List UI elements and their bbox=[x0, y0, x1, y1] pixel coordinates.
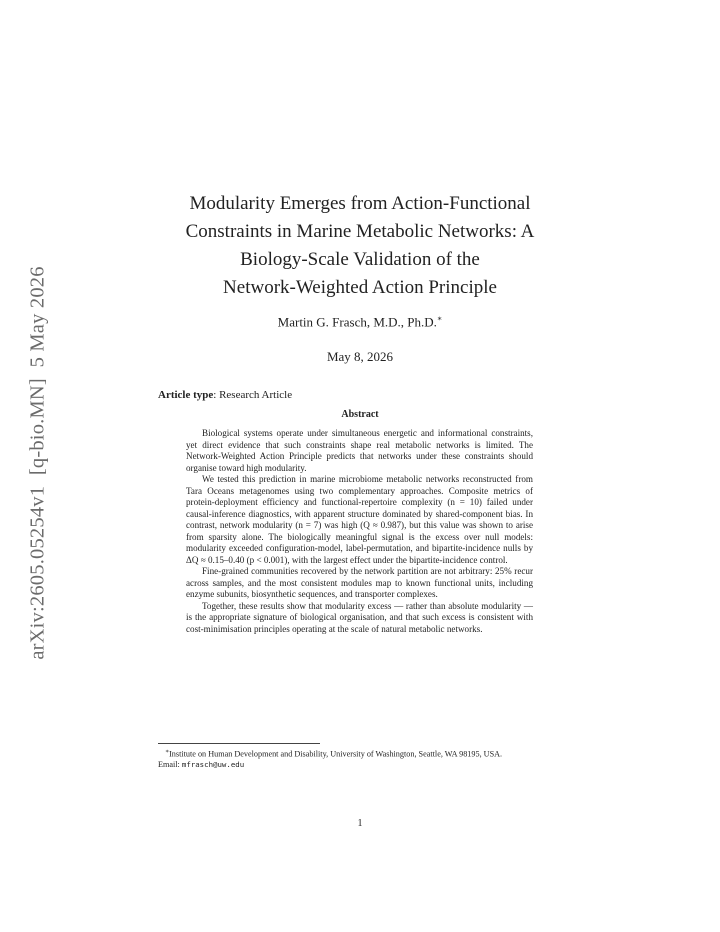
paper-title bbox=[140, 190, 580, 302]
publication-date: May 8, 2026 bbox=[326, 349, 394, 364]
title-line: Network-Weighted Action Principle bbox=[223, 277, 497, 298]
article-type bbox=[158, 389, 292, 401]
author-email-link[interactable]: mfrasch@uw.edu bbox=[181, 760, 245, 770]
footnote bbox=[158, 747, 568, 771]
footnote-rule bbox=[158, 743, 320, 744]
footnote-mark: ∗ bbox=[165, 749, 170, 755]
page-number: 1 bbox=[357, 818, 363, 829]
email-label: Email: bbox=[158, 760, 182, 770]
article-type-value: : Research Article bbox=[213, 389, 293, 401]
article-type-label: Article type bbox=[158, 389, 214, 401]
abstract-heading: Abstract bbox=[341, 409, 379, 420]
abstract-paragraph: Fine-grained communities recovered by the network partition are not arbitrary: 25% recur across samples, and the most consistent modules map to known functional units, including enzyme subunits, biosynthetic sequences, and transporter complexes. bbox=[186, 566, 533, 599]
author-footnote-mark[interactable]: ∗ bbox=[436, 314, 443, 323]
abstract-paragraph: Together, these results show that modularity excess — rather than absolute modularity — is the appropriate signature of biological organisation, and that such excess is consistent with cost-minimisation principles operating at the scale of natural metabolic networks. bbox=[186, 600, 533, 634]
abstract-paragraph: Biological systems operate under simultaneous energetic and informational constraints, yet direct evidence that such constraints shape real metabolic networks is limited. The Network-Weighted Action Principle predicts that networks under these constraints should organise toward high modularity. bbox=[186, 428, 533, 473]
author-name: Martin G. Frasch, M.D., Ph.D. bbox=[277, 314, 437, 330]
title-line: Biology-Scale Validation of the bbox=[240, 249, 480, 270]
arxiv-category: [q-bio.MN] bbox=[26, 378, 49, 476]
abstract-body bbox=[186, 428, 533, 635]
title-line: Constraints in Marine Metabolic Networks: A bbox=[185, 221, 535, 242]
author-line bbox=[160, 314, 560, 330]
arxiv-id[interactable]: arXiv:2605.05254v1 bbox=[26, 485, 49, 660]
author-affiliation: Institute on Human Development and Disability, University of Washington, Seattle, WA 98195, USA. bbox=[169, 749, 503, 759]
abstract-paragraph: We tested this prediction in marine microbiome metabolic networks reconstructed from Tara Oceans metagenomes using two complementary approaches. Composite metrics of protein-deployment efficiency and functional-repertoire complexity (n = 10) failed under causal-inference diagnostics, with apparent structure dominated by shared-component bias. In contrast, network modularity (n = 7) was high (Q ≈ 0.987), but this value was shown to arise from sparsity alone. The biologically meaningful signal is the excess over null models: modularity exceeded configuration-model, label-permutation, and bipartite-incidence nulls by ΔQ ≈ 0.15–0.40 (p < 0.001), with the largest effect under the bipartite-incidence control. bbox=[186, 474, 533, 565]
title-line: Modularity Emerges from Action-Functional bbox=[189, 193, 531, 214]
arxiv-date: 5 May 2026 bbox=[26, 266, 49, 368]
